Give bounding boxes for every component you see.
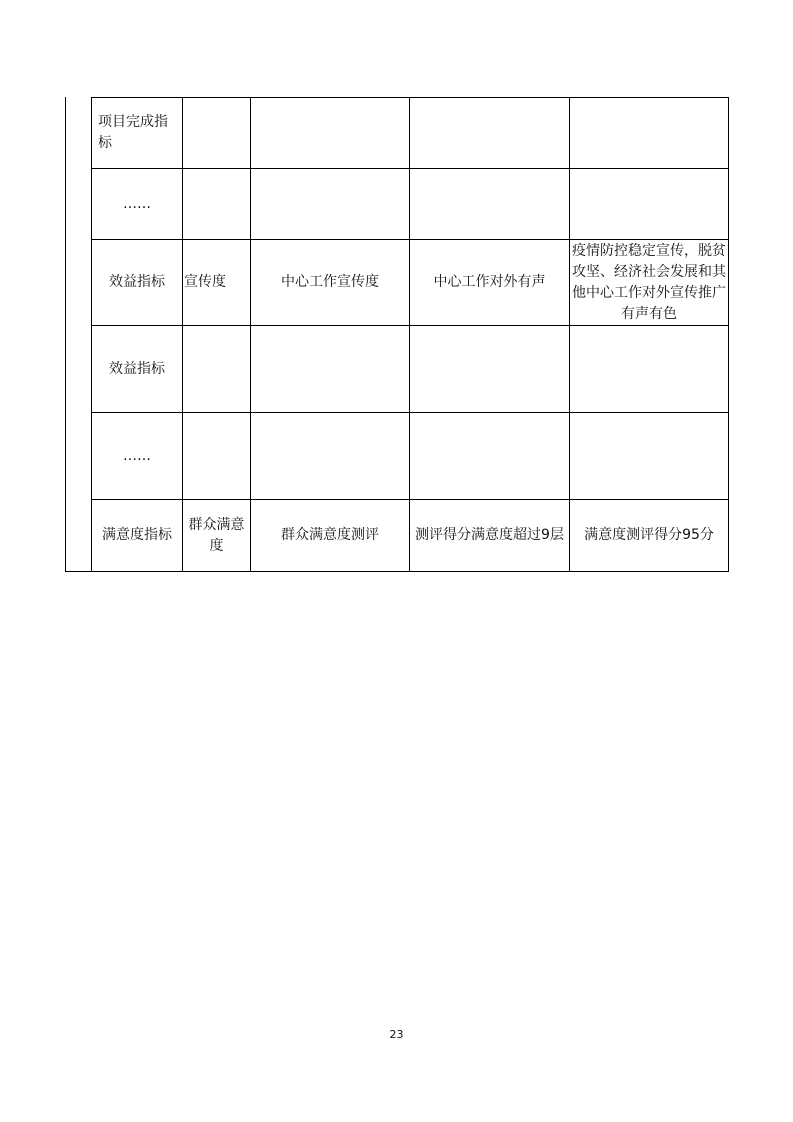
tertiary-indicator-cell: 群众满意度测评 [251,500,410,572]
indicator-category-cell: …… [92,169,183,240]
tertiary-indicator-cell [251,326,410,413]
table-row [92,98,729,169]
tertiary-indicator-cell: 中心工作宣传度 [251,240,410,326]
secondary-indicator-cell [183,98,251,169]
indicator-category-cell: 效益指标 [92,326,183,413]
indicator-description-cell [570,169,729,240]
indicator-description-cell: 满意度测评得分95分 [570,500,729,572]
indicator-category-cell: 效益指标 [92,240,183,326]
table-bottom-border [65,571,92,572]
secondary-indicator-cell [183,326,251,413]
indicator-value-cell [410,413,570,500]
indicator-value-cell [410,326,570,413]
secondary-indicator-cell: 宣传度 [183,240,251,326]
tertiary-indicator-cell [251,169,410,240]
indicator-category-cell: 满意度指标 [92,500,183,572]
indicator-description-cell [570,98,729,169]
indicator-category-cell: 项目完成指标 [92,98,183,169]
table-row [92,240,729,326]
secondary-indicator-cell [183,413,251,500]
secondary-indicator-cell [183,169,251,240]
table-row [92,413,729,500]
table-row [92,169,729,240]
performance-indicator-table [91,97,729,572]
table-left-border [65,97,66,572]
indicator-value-cell [410,98,570,169]
page-number: 23 [389,1028,404,1041]
indicator-description-cell [570,326,729,413]
indicator-value-cell: 中心工作对外有声 [410,240,570,326]
table-row [92,326,729,413]
indicator-description-cell [570,413,729,500]
tertiary-indicator-cell [251,98,410,169]
indicator-description-cell: 疫情防控稳定宣传，脱贫攻坚、经济社会发展和其他中心工作对外宣传推广有声有色 [570,240,729,326]
table-row [92,500,729,572]
tertiary-indicator-cell [251,413,410,500]
indicator-value-cell: 测评得分满意度超过9层 [410,500,570,572]
secondary-indicator-cell: 群众满意度 [183,500,251,572]
indicator-category-cell: …… [92,413,183,500]
indicator-value-cell [410,169,570,240]
